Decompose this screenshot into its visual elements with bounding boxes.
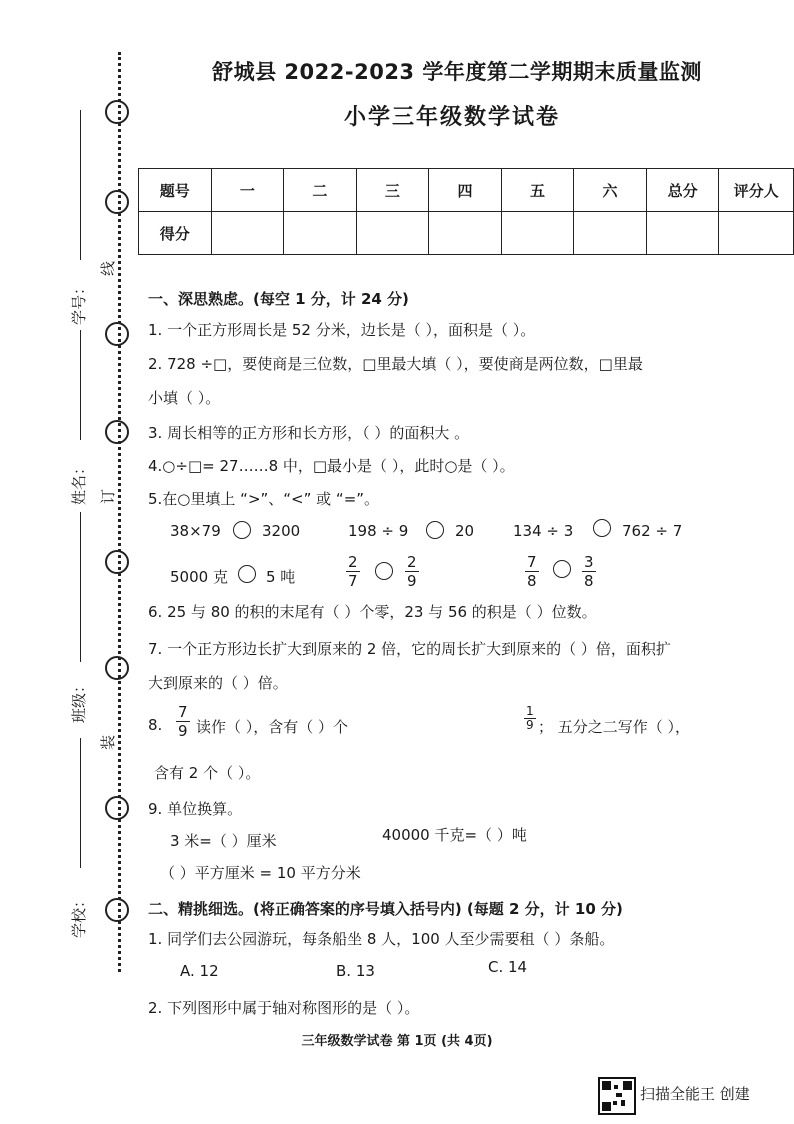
table-cell: 六 xyxy=(574,169,647,212)
option-c[interactable]: C. 14 xyxy=(488,958,528,976)
fraction-denominator: 8 xyxy=(527,572,537,590)
fraction xyxy=(525,553,539,590)
question-2-1: 1. 同学们去公园游玩，每条船坐 8 人，100 人至少需要租（ ）条船。 xyxy=(148,930,615,948)
option-a[interactable]: A. 12 xyxy=(180,962,219,980)
binding-hole-4 xyxy=(105,420,129,444)
question-1-2b: 小填（ ）。 xyxy=(148,389,221,407)
binding-hole-5 xyxy=(105,550,129,574)
binding-hole-2 xyxy=(105,190,129,214)
score-table-header-row xyxy=(139,169,794,212)
score-input-cell[interactable] xyxy=(211,212,284,255)
binding-label-ding: 订 xyxy=(99,488,118,505)
binding-label-zhuang: 装 xyxy=(99,734,118,751)
question-1-2a: 2. 728 ÷□，要使商是三位数，□里最大填（ ），要使商是两位数，□里最 xyxy=(148,355,643,373)
section2-heading: 二、精挑细选。(将正确答案的序号填入括号内) (每题 2 分，计 10 分) xyxy=(148,900,623,918)
compare-expr: 20 xyxy=(455,522,475,540)
fraction-numerator: 7 xyxy=(178,703,188,721)
question-1-3: 3. 周长相等的正方形和长方形，（ ）的面积大 。 xyxy=(148,424,470,442)
exam-title: 舒城县 2022-2023 学年度第二学期期末质量监测 xyxy=(212,60,702,84)
question-1-7b: 大到原来的（ ）倍。 xyxy=(148,674,288,692)
student-id-label: 学号： xyxy=(70,279,89,326)
binding-hole-6 xyxy=(105,656,129,680)
binding-hole-8 xyxy=(105,898,129,922)
question-1-5: 5.在○里填上 “>”、“<” 或 “=”。 xyxy=(148,490,380,508)
question-1-8-text1: 读作（ ），含有（ ）个 xyxy=(196,718,349,736)
fraction xyxy=(176,703,190,740)
question-2-2: 2. 下列图形中属于轴对称图形的是（ ）。 xyxy=(148,999,420,1017)
class-label: 班级： xyxy=(70,677,89,724)
fraction-denominator: 9 xyxy=(407,572,417,590)
fraction xyxy=(524,705,536,732)
question-1-9: 9. 单位换算。 xyxy=(148,800,243,818)
compare-circle[interactable] xyxy=(233,521,251,539)
compare-expr: 134 ÷ 3 xyxy=(513,522,574,540)
question-1-6: 6. 25 与 80 的积的末尾有（ ）个零，23 与 56 的积是（ ）位数。 xyxy=(148,603,597,621)
class-line xyxy=(80,512,81,662)
page-footer: 三年级数学试卷 第 1页 (共 4页) xyxy=(301,1034,493,1049)
compare-expr: 5000 克 xyxy=(170,568,228,586)
scanner-watermark: 扫描全能王 创建 xyxy=(640,1085,750,1103)
question-1-8-text2: ； 五分之二写作（ ）， xyxy=(538,718,691,736)
exam-subtitle: 小学三年级数学试卷 xyxy=(343,105,560,130)
fraction-numerator: 3 xyxy=(584,553,594,571)
fraction xyxy=(582,553,596,590)
table-cell: 一 xyxy=(211,169,284,212)
fraction-numerator: 7 xyxy=(527,553,537,571)
fraction xyxy=(405,553,419,590)
score-input-cell[interactable] xyxy=(429,212,502,255)
score-table-score-row xyxy=(139,212,794,255)
compare-expr: 198 ÷ 9 xyxy=(348,522,409,540)
school-label: 学校： xyxy=(70,892,89,939)
binding-hole-7 xyxy=(105,796,129,820)
table-cell: 得分 xyxy=(139,212,212,255)
compare-expr: 762 ÷ 7 xyxy=(622,522,683,540)
fraction-numerator: 1 xyxy=(526,704,534,718)
compare-circle[interactable] xyxy=(375,562,393,580)
compare-circle[interactable] xyxy=(426,521,444,539)
score-input-cell[interactable] xyxy=(501,212,574,255)
compare-circle[interactable] xyxy=(553,560,571,578)
question-1-8b: 含有 2 个（ ）。 xyxy=(154,764,261,782)
question-1-4: 4.○÷□= 27……8 中，□最小是（ ），此时○是（ ）。 xyxy=(148,457,515,475)
section1-heading: 一、深思熟虑。(每空 1 分，计 24 分) xyxy=(148,290,409,308)
table-cell: 二 xyxy=(284,169,357,212)
student-id-line xyxy=(80,110,81,260)
compare-expr: 38×79 xyxy=(170,522,221,540)
name-line-top xyxy=(80,330,81,440)
score-input-cell[interactable] xyxy=(574,212,647,255)
fraction-denominator: 9 xyxy=(526,718,534,732)
option-b[interactable]: B. 13 xyxy=(336,962,375,980)
table-cell: 评分人 xyxy=(719,169,794,212)
fraction-denominator: 8 xyxy=(584,572,594,590)
table-cell: 四 xyxy=(429,169,502,212)
score-input-cell[interactable] xyxy=(356,212,429,255)
fraction-denominator: 9 xyxy=(178,722,188,740)
question-1-9a: 3 米=（ ）厘米 xyxy=(170,832,277,850)
table-cell: 题号 xyxy=(139,169,212,212)
table-cell: 三 xyxy=(356,169,429,212)
question-1-1: 1. 一个正方形周长是 52 分米，边长是（ ），面积是（ ）。 xyxy=(148,321,536,339)
binding-label-xian: 线 xyxy=(99,260,118,277)
question-1-8-number: 8. xyxy=(148,716,163,734)
compare-circle[interactable] xyxy=(593,519,611,537)
school-line xyxy=(80,738,81,868)
compare-circle[interactable] xyxy=(238,565,256,583)
score-input-cell[interactable] xyxy=(284,212,357,255)
fraction-numerator: 2 xyxy=(348,553,358,571)
score-table xyxy=(138,168,794,255)
name-label: 姓名： xyxy=(70,459,89,506)
fraction-denominator: 7 xyxy=(348,572,358,590)
table-cell: 总分 xyxy=(646,169,719,212)
binding-hole-3 xyxy=(105,322,129,346)
table-cell: 五 xyxy=(501,169,574,212)
qr-code-icon xyxy=(598,1077,636,1115)
score-input-cell[interactable] xyxy=(719,212,794,255)
compare-expr: 5 吨 xyxy=(266,568,296,586)
compare-expr: 3200 xyxy=(262,522,301,540)
fraction xyxy=(346,553,360,590)
fraction-numerator: 2 xyxy=(407,553,417,571)
question-1-9c: （ ）平方厘米 = 10 平方分米 xyxy=(160,864,361,882)
score-input-cell[interactable] xyxy=(646,212,719,255)
question-1-7a: 7. 一个正方形边长扩大到原来的 2 倍，它的周长扩大到原来的（ ）倍，面积扩 xyxy=(148,640,671,658)
question-1-9b: 40000 千克=（ ）吨 xyxy=(382,826,527,844)
